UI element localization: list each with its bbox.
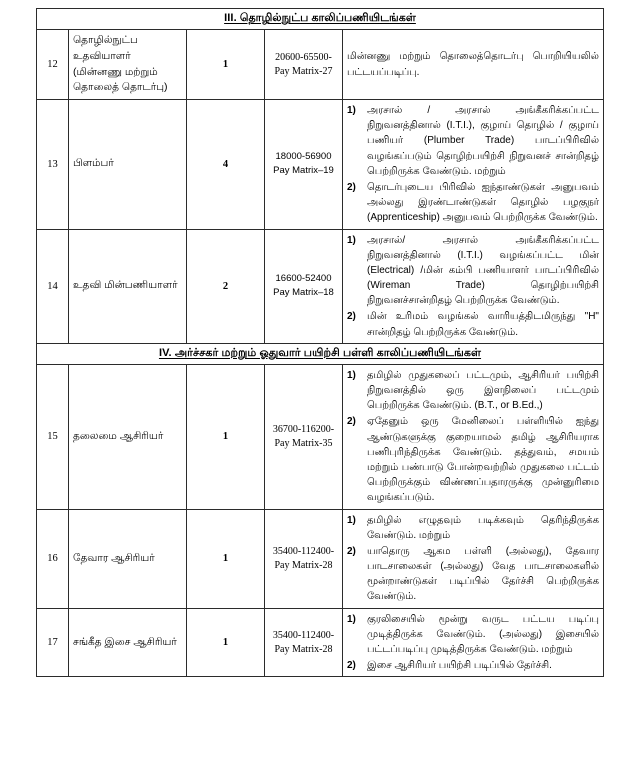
row-pay-scale: 36700-116200-Pay Matrix-35 <box>265 364 343 509</box>
row-serial-number: 12 <box>37 30 69 100</box>
list-item-text: குரலிசையில் மூன்று வருட பட்டய படிப்பு முடித்திருக்க வேண்டும். (அல்லது) இசையில் பட்டப்படிப்பு முடித்திருக்க வேண்டும். மற்றும் <box>367 613 599 655</box>
table-row <box>37 509 604 608</box>
section-heading-text: III. தொழில்நுட்ப காலிப்பணியிடங்கள் <box>224 12 416 24</box>
list-item-marker: 2) <box>347 416 356 428</box>
row-post-name: தொழில்நுட்ப உதவியாளர் (மின்னணு மற்றும் தொலைத் தொடர்பு) <box>69 30 187 100</box>
qualification-list <box>347 612 599 674</box>
row-qualification <box>343 364 604 509</box>
row-vacancy-count: 1 <box>187 364 265 509</box>
section-heading-cell <box>37 343 604 364</box>
row-serial-number: 13 <box>37 100 69 230</box>
list-item <box>347 233 599 309</box>
row-serial-number: 14 <box>37 229 69 343</box>
row-vacancy-count: 1 <box>187 608 265 677</box>
row-vacancy-count: 4 <box>187 100 265 230</box>
table-row <box>37 100 604 230</box>
table-row <box>37 608 604 677</box>
row-pay-scale: 20600-65500-Pay Matrix-27 <box>265 30 343 100</box>
list-item-text: யாதொரு ஆகம பள்ளி (அல்லது), தேவார பாடசாலைகள் (அல்லது) வேத பாடசாலைகளில் மூன்றாண்டுகள் படிப்பில் தேர்ச்சி பெற்றிருக்க வேண்டும். <box>367 545 599 603</box>
list-item-text: ஏதேனும் ஒரு மேனிலைப் பள்ளியில் ஐந்து ஆண்டுகளுக்கு குறையாமல் தமிழ் ஆசிரியராக பணிபுரிந்திருக்க வேண்டும். தத்துவம், சமயம் மற்றும் பண்பாடு போன்றவற்றில் முதுகலை பட்டம் பெற்றிருக்கும் விண்ணப்பதாரருக்கு முன்னுரிமை வழங்கப்படும். <box>367 416 599 504</box>
row-vacancy-count: 1 <box>187 509 265 608</box>
row-pay-scale: 16600-52400 Pay Matrix–18 <box>265 229 343 343</box>
section-heading-row <box>37 9 604 30</box>
row-pay-scale: 35400-112400-Pay Matrix-28 <box>265 509 343 608</box>
row-post-name: தேவார ஆசிரியர் <box>69 509 187 608</box>
list-item-marker: 1) <box>347 234 356 246</box>
list-item-text: அரசால் / அரசால் அங்கீகரிக்கப்பட்ட நிறுவனத்தினால் (I.T.I.), குழாய் தொழில் / குழாய் பணியர் (Plumber Trade) பாடப்பிரிவில் வழங்கப்படும் தொழிற்பயிற்சி நிறுவனச் சான்றிதழ் பெற்றிருக்க வேண்டும். மற்றும் <box>367 105 599 177</box>
list-item <box>347 309 599 339</box>
row-post-name: தலைமை ஆசிரியர் <box>69 364 187 509</box>
row-qualification <box>343 100 604 230</box>
list-item-marker: 2) <box>347 545 356 557</box>
qualification-list <box>347 103 599 226</box>
row-pay-scale: 18000-56900 Pay Matrix–19 <box>265 100 343 230</box>
list-item-marker: 2) <box>347 181 356 193</box>
table-row <box>37 364 604 509</box>
row-vacancy-count: 1 <box>187 30 265 100</box>
qualification-list <box>347 513 599 605</box>
row-vacancy-count: 2 <box>187 229 265 343</box>
list-item-text: அரசால்/ அரசால் அங்கீகரிக்கப்பட்ட நிறுவனத்தினால் (I.T.I.) வழங்கப்பட்ட மின் (Electrical) /மின் கம்பி பணியாளர் பாடப்பிரிவில் (Wireman Trade) தொழிற்பயிற்சி நிறுவனச்சான்றிதழ் பெற்றிருக்க வேண்டும். <box>367 234 599 307</box>
list-item <box>347 658 599 673</box>
row-serial-number: 16 <box>37 509 69 608</box>
section-heading-cell <box>37 9 604 30</box>
list-item <box>347 612 599 658</box>
row-serial-number: 17 <box>37 608 69 677</box>
list-item-marker: 1) <box>347 105 356 116</box>
list-item-text: மின் உரிமம் வழங்கல் வாரியத்திடமிருந்து "H" சான்றிதழ் பெற்றிருக்க வேண்டும். <box>367 311 599 338</box>
table-row <box>37 30 604 100</box>
row-qualification <box>343 509 604 608</box>
row-post-name: சங்கீத இசை ஆசிரியர் <box>69 608 187 677</box>
list-item-marker: 1) <box>347 613 356 625</box>
list-item-marker: 1) <box>347 514 356 526</box>
qualification-list <box>347 233 599 340</box>
list-item <box>347 414 599 505</box>
row-post-name: உதவி மின்பணியாளர் <box>69 229 187 343</box>
list-item-text: தமிழில் முதுகலைப் பட்டமும், ஆசிரியர் பயிற்சி நிறுவனத்தில் ஒரு இளநிலைப் பட்டமும் பெற்றிருக்க வேண்டும். (B.T., or B.Ed.,) <box>367 369 599 412</box>
list-item <box>347 180 599 226</box>
list-item <box>347 544 599 605</box>
row-qualification <box>343 608 604 677</box>
list-item-marker: 2) <box>347 311 356 323</box>
list-item-marker: 1) <box>347 369 356 381</box>
row-post-name: பிளம்பர் <box>69 100 187 230</box>
section-heading-row <box>37 343 604 364</box>
list-item <box>347 513 599 543</box>
row-qualification <box>343 229 604 343</box>
qualification-list <box>347 368 599 506</box>
list-item <box>347 368 599 414</box>
vacancy-table-body <box>37 9 604 677</box>
list-item-text: தமிழில் எழுதவும் படிக்கவும் தெரிந்திருக்க வேண்டும். மற்றும் <box>367 514 599 541</box>
list-item-text: தொடர்புடைய பிரிவில் ஐந்தாண்டுகள் அனுபவம் அல்லது இரண்டாண்டுகள் தொழில் பழகுநர் (Apprenticeship) அனுபவம் பெற்றிருக்க வேண்டும். <box>367 181 599 224</box>
list-item-marker: 2) <box>347 660 356 672</box>
qualification-paragraph: மின்னணு மற்றும் தொலைத்தொடர்பு பொறியியலில் பட்டயப்படிப்பு. <box>347 51 599 78</box>
list-item-text: இசை ஆசிரியர் பயிற்சி படிப்பில் தேர்ச்சி. <box>367 660 552 672</box>
list-item <box>347 103 599 179</box>
row-pay-scale: 35400-112400-Pay Matrix-28 <box>265 608 343 677</box>
section-heading-text: IV. அர்ச்சகர் மற்றும் ஓதுவார் பயிற்சி பள்ளி காலிப்பணியிடங்கள் <box>158 346 482 359</box>
row-qualification <box>343 30 604 100</box>
row-serial-number: 15 <box>37 364 69 509</box>
vacancy-table <box>36 8 604 677</box>
table-row <box>37 229 604 343</box>
